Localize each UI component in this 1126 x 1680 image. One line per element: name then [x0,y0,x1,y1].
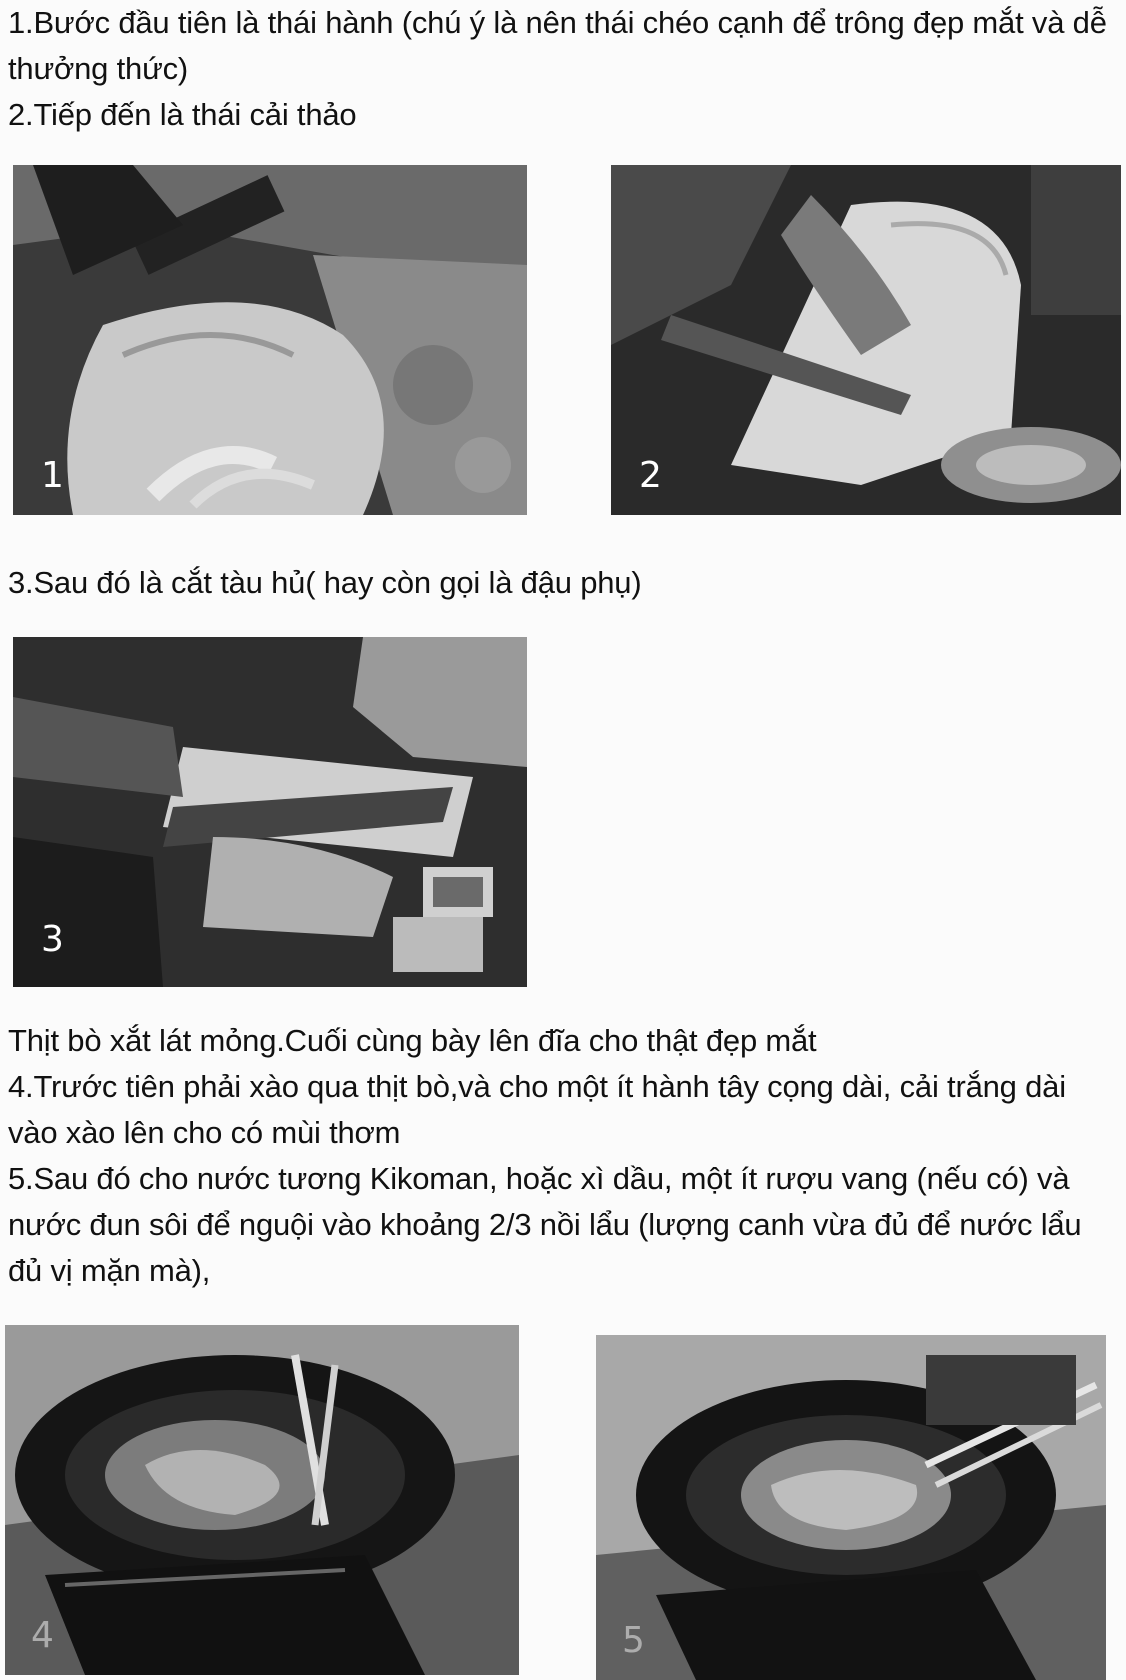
step-5-text: 5.Sau đó cho nước tương Kikoman, hoặc xì dầu, một ít rượu vang (nếu có) và nước đun sôi để nguội vào khoảng 2/3 nồi lẩu (lượng canh vừa đủ để nước lẩu đủ vị mặn mà), [8,1161,1082,1288]
photo-3-cutting-tofu [13,637,527,987]
beef-text: Thịt bò xắt lát mỏng.Cuối cùng bày lên đĩa cho thật đẹp mắt [8,1023,817,1058]
step-3-block [8,560,1118,606]
photo-3-number: 3 [41,919,64,960]
photo-1-slicing-onion [13,165,527,515]
photo-5-number: 5 [622,1620,645,1661]
photo-1-number: 1 [41,455,64,496]
photo-5-simmering-hotpot [596,1335,1106,1680]
step-3-text: 3.Sau đó là cắt tàu hủ( hay còn gọi là đậu phụ) [8,565,642,600]
step-1-text: 1.Bước đầu tiên là thái hành (chú ý là nên thái chéo cạnh để trông đẹp mắt và dễ thưởng thức) [8,5,1107,86]
photo-2-slicing-cabbage [611,165,1121,515]
photo-4-number: 4 [31,1615,54,1656]
step-2-text: 2.Tiếp đến là thái cải thảo [8,97,357,132]
photo-4-stir-frying-beef [5,1325,519,1675]
intro-text [8,0,1118,138]
step-4-text: 4.Trước tiên phải xào qua thịt bò,và cho một ít hành tây cọng dài, cải trắng dài vào xào lên cho có mùi thơm [8,1069,1066,1150]
photo-2-number: 2 [639,455,662,496]
steps-4-5-block [8,1018,1118,1294]
